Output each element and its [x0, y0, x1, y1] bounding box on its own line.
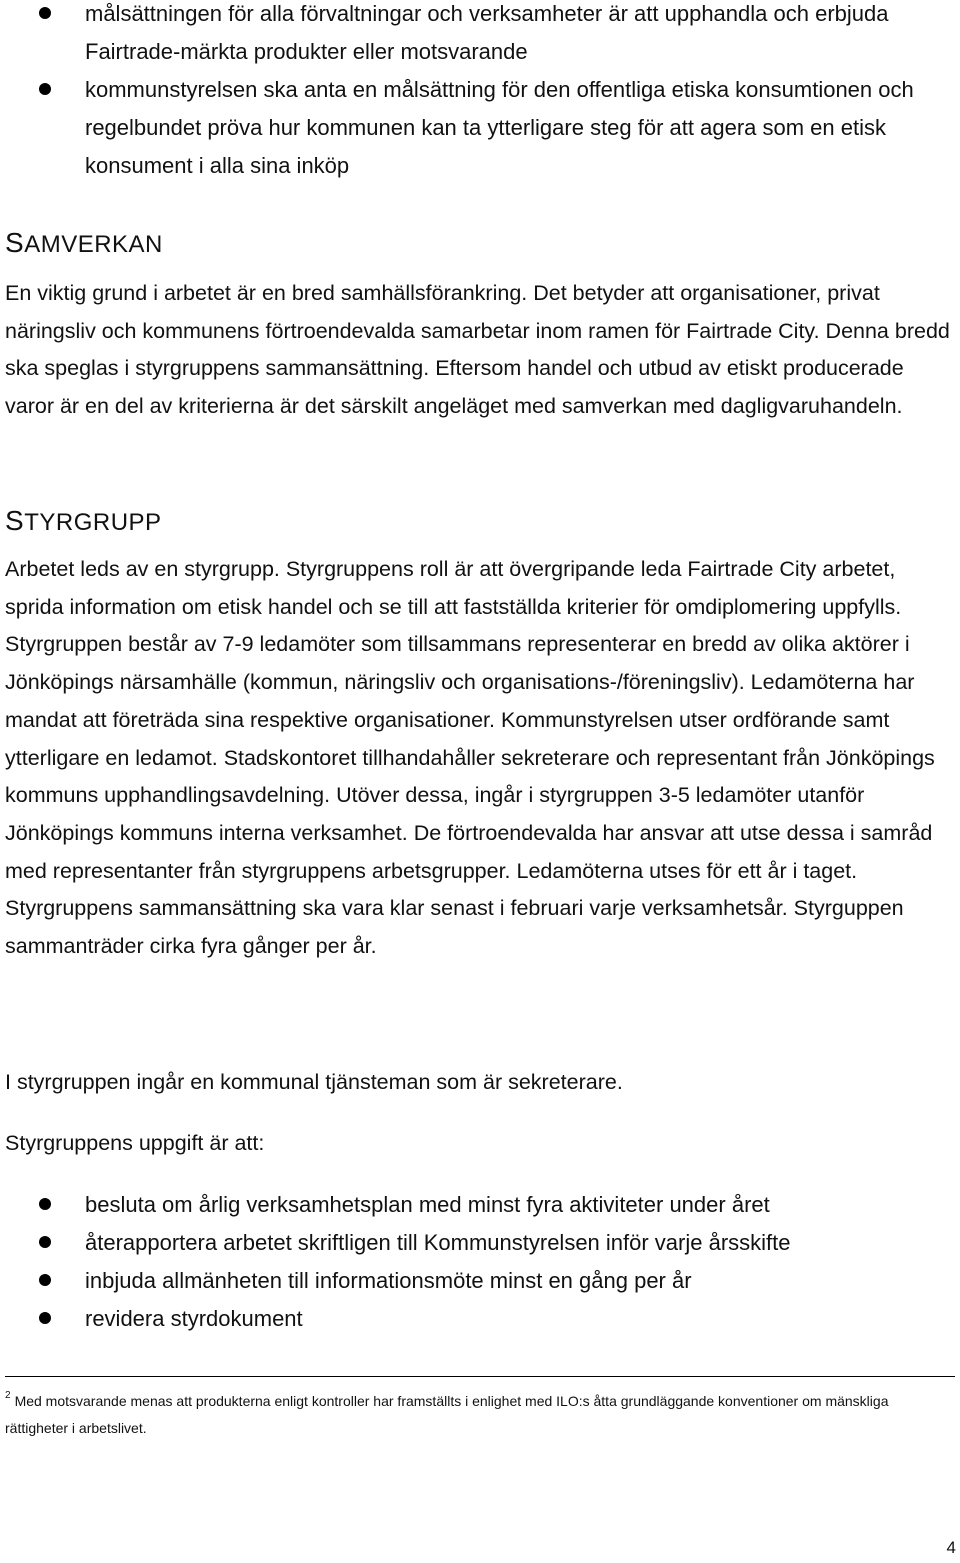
footnote-divider	[5, 1376, 955, 1377]
task-bullet-list	[0, 1186, 880, 1338]
list-item: målsättningen för alla förvaltningar och verksamheter är att upphandla och erbjuda Fairtrade-märkta produkter eller motsvarande	[0, 0, 920, 71]
tasks-intro: Styrgruppens uppgift är att:	[5, 1131, 265, 1155]
list-item: kommunstyrelsen ska anta en målsättning för den offentliga etiska konsumtionen och regelbundet pröva hur kommunen kan ta ytterligare steg för att agera som en etisk konsument i alla sina inköp	[0, 71, 920, 185]
samverkan-paragraph: En viktig grund i arbetet är en bred samhällsförankring. Det betyder att organisationer, privat näringsliv och kommunens förtroendevalda samarbetar inom ramen för Fairtrade City. Denna bredd ska speglas i styrgruppens sammansättning. Eftersom handel och utbud av etiskt producerade varor är en del av kriterierna är det särskilt angeläget med samverkan med dagligvaruhandeln.	[5, 281, 950, 419]
list-item: besluta om årlig verksamhetsplan med minst fyra aktiviteter under året	[0, 1186, 880, 1224]
styrgrupp-paragraph: Arbetet leds av en styrgrupp. Styrgruppens roll är att övergripande leda Fairtrade City arbetet, sprida information om etisk handel och se till att fastställda kriterier för omdiplomering uppfylls. Styrgruppen består av 7-9 ledamöter som tillsammans representerar en bredd av olika aktörer i Jönköpings närsamhälle (kommun, näringsliv och organisations-/föreningsliv). Ledamöterna har mandat att företräda sina respektive organisationer. Kommunstyrelsen utser ordförande samt ytterligare en ledamot. Stadskontoret tillhandahåller sekreterare och representant från Jönköpings kommuns upphandlingsavdelning. Utöver dessa, ingår i styrgruppen 3-5 ledamöter utanför Jönköpings kommuns interna verksamhet. De förtroendevalda har ansvar att utse dessa i samråd med representanter från styrgruppens arbetsgrupper. Ledamöterna utses för ett år i taget. Styrgruppens sammansättning ska vara klar senast i februari varje verksamhetsår. Styrguppen sammanträder cirka fyra gånger per år.	[5, 557, 935, 959]
footnote	[5, 1388, 950, 1442]
list-item: inbjuda allmänheten till informationsmöte minst en gång per år	[0, 1262, 880, 1300]
footnote-number: 2	[5, 1390, 11, 1401]
top-bullet-list	[0, 0, 920, 185]
list-item: revidera styrdokument	[0, 1300, 880, 1338]
footnote-text: Med motsvarande menas att produkterna enligt kontroller har framställts i enlighet med ILO:s åtta grundläggande konventioner om mänskliga rättigheter i arbetslivet.	[5, 1393, 889, 1436]
page-number: 4	[946, 1538, 956, 1557]
samverkan-heading: SAMVERKAN	[5, 227, 163, 258]
secretary-paragraph: I styrgruppen ingår en kommunal tjänsteman som är sekreterare.	[5, 1070, 623, 1094]
list-item: återapportera arbetet skriftligen till Kommunstyrelsen inför varje årsskifte	[0, 1224, 880, 1262]
styrgrupp-heading: STYRGRUPP	[5, 505, 162, 536]
